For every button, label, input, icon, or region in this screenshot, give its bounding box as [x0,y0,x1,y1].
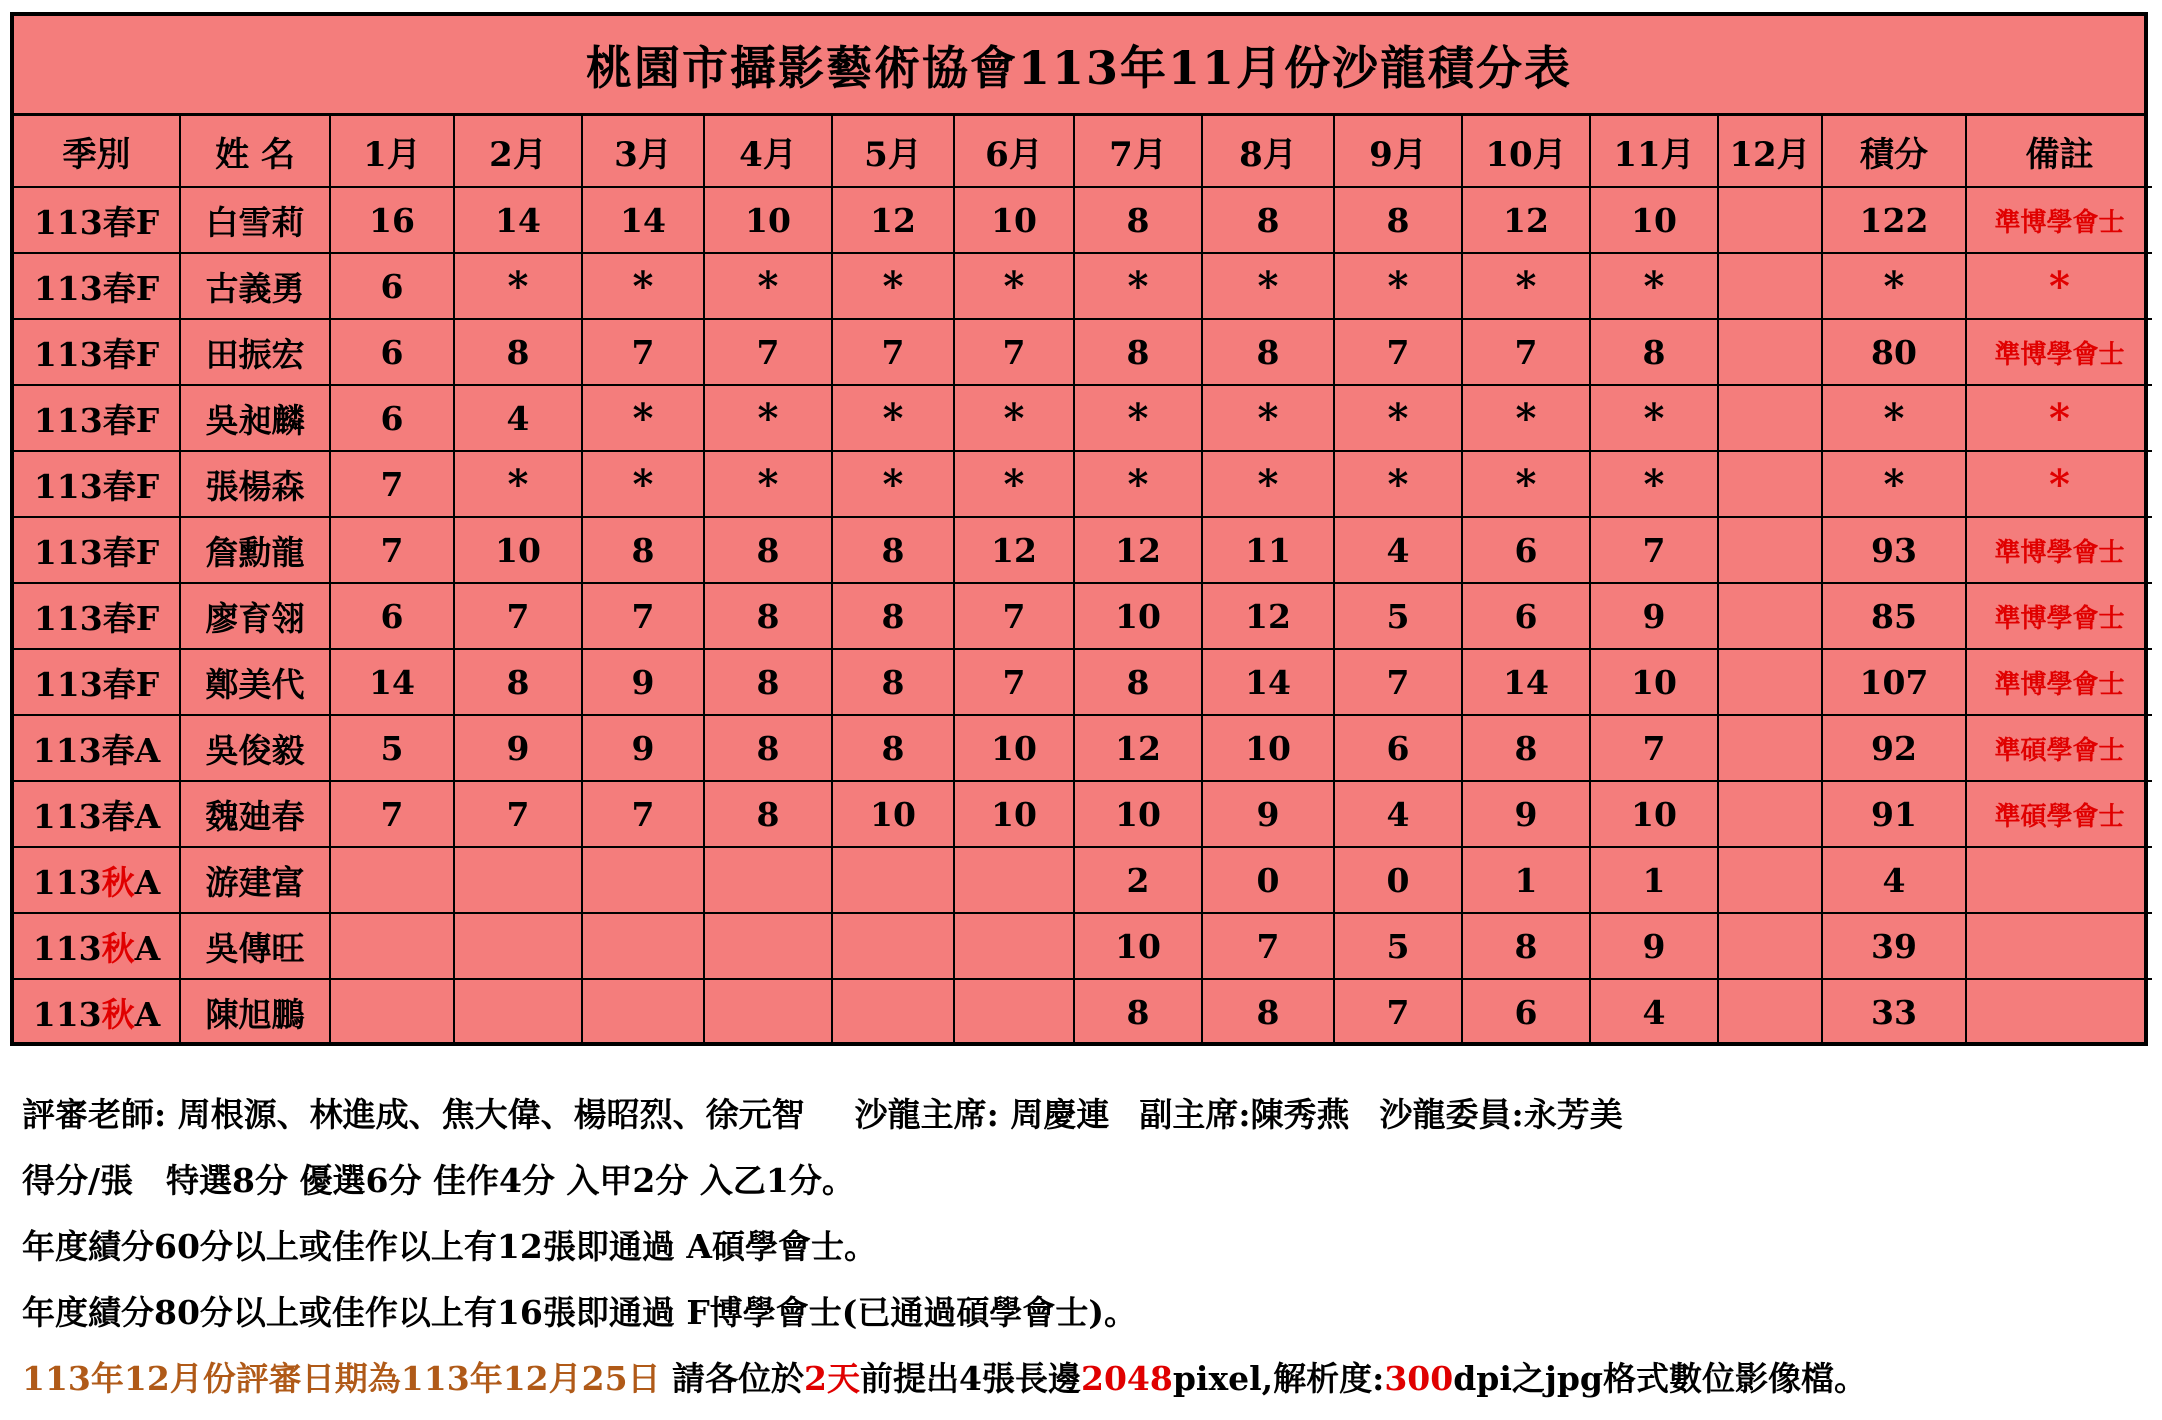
header-cell: 積分 [1822,116,1966,187]
table-row [14,781,2152,847]
note-cell: 準博學會士 [1966,187,2152,253]
month-score-cell [454,847,582,913]
season-year: 113 [33,466,103,506]
name-cell: 吳傳旺 [180,913,330,979]
month-score-cell: 9 [582,649,704,715]
month-score-cell: 11 [1202,517,1334,583]
month-score-cell: 5 [330,715,454,781]
month-score-cell: * [832,451,954,517]
season-year: 113 [33,400,103,440]
scoring-line: 得分/張 特選8分 優選6分 佳作4分 入甲2分 入乙1分。 [22,1161,855,1200]
month-score-cell: 14 [330,649,454,715]
header-cell: 12月 [1718,116,1822,187]
month-score-cell: 8 [1202,319,1334,385]
season-grade: F [135,466,160,506]
month-score-cell: * [1462,385,1590,451]
season-cell [14,583,180,649]
month-score-cell: * [582,451,704,517]
month-score-cell: 12 [1074,517,1202,583]
month-score-cell [1718,583,1822,649]
total-cell: 4 [1822,847,1966,913]
season-term: 秋 [101,994,135,1034]
total-cell: 122 [1822,187,1966,253]
rule-f-line: 年度績分80分以上或佳作以上有16張即通過 F博學會士(已通過碩學會士)。 [22,1293,1137,1332]
month-score-cell [832,913,954,979]
header-cell: 9月 [1334,116,1462,187]
season-cell [14,253,180,319]
month-score-cell: 4 [454,385,582,451]
month-score-cell: 8 [832,649,954,715]
chair-text: 沙龍主席: 周慶連 [854,1095,1110,1134]
month-score-cell: 10 [832,781,954,847]
note-cell [1966,913,2152,979]
month-score-cell: 0 [1202,847,1334,913]
month-score-cell: 7 [954,583,1074,649]
table-row [14,319,2152,385]
month-score-cell: 7 [582,319,704,385]
month-score-cell: 8 [1462,715,1590,781]
month-score-cell: * [1590,451,1718,517]
month-score-cell: 8 [1074,319,1202,385]
month-score-cell [1718,517,1822,583]
month-score-cell: 7 [1334,979,1462,1044]
month-score-cell: 8 [832,715,954,781]
season-year: 113 [33,532,103,572]
month-score-cell: * [1202,385,1334,451]
month-score-cell: 14 [454,187,582,253]
month-score-cell: 7 [1590,715,1718,781]
month-score-cell: * [1334,451,1462,517]
month-score-cell [954,847,1074,913]
table-row [14,385,2152,451]
month-score-cell: 8 [704,517,832,583]
header-cell: 11月 [1590,116,1718,187]
season-year: 113 [33,202,103,242]
header-row [14,116,2152,187]
month-score-cell: 7 [1462,319,1590,385]
month-score-cell: 12 [1202,583,1334,649]
season-cell [14,781,180,847]
month-score-cell [1718,913,1822,979]
month-score-cell: 8 [1462,913,1590,979]
month-score-cell: 5 [1334,913,1462,979]
season-year: 113 [32,994,102,1034]
deadline-dpi: 300 [1384,1359,1454,1398]
deadline-line [22,1346,2142,1412]
month-score-cell: * [954,253,1074,319]
month-score-cell: 0 [1334,847,1462,913]
month-score-cell [1718,253,1822,319]
month-score-cell: 10 [1590,649,1718,715]
month-score-cell: * [582,253,704,319]
month-score-cell: 6 [330,319,454,385]
month-score-cell: 8 [1202,187,1334,253]
month-score-cell: * [454,451,582,517]
name-cell: 吳昶麟 [180,385,330,451]
season-term: 秋 [101,862,135,902]
total-cell: 39 [1822,913,1966,979]
table-row [14,583,2152,649]
month-score-cell: 2 [1074,847,1202,913]
month-score-cell: * [1074,451,1202,517]
season-cell [14,649,180,715]
month-score-cell: 7 [582,781,704,847]
month-score-cell: 8 [704,715,832,781]
month-score-cell [1718,781,1822,847]
table-row [14,187,2152,253]
season-year: 113 [33,268,103,308]
header-cell: 1月 [330,116,454,187]
month-score-cell: 7 [704,319,832,385]
deadline-text-2: 前提出4張長邊 [860,1359,1081,1398]
month-score-cell: 8 [1590,319,1718,385]
month-score-cell: 8 [832,583,954,649]
month-score-cell: * [832,385,954,451]
note-cell: 準碩學會士 [1966,715,2152,781]
month-score-cell [704,913,832,979]
header-cell: 3月 [582,116,704,187]
note-cell: 準博學會士 [1966,583,2152,649]
month-score-cell: 7 [454,583,582,649]
month-score-cell: 8 [1202,979,1334,1044]
season-grade: F [135,400,160,440]
month-score-cell: * [1074,385,1202,451]
month-score-cell: 6 [330,385,454,451]
month-score-cell: 4 [1334,781,1462,847]
season-term: 秋 [101,928,135,968]
name-cell: 游建富 [180,847,330,913]
month-score-cell [582,979,704,1044]
deadline-days: 2天 [804,1359,861,1398]
note-cell: * [1966,385,2152,451]
month-score-cell: * [1462,253,1590,319]
month-score-cell: 10 [1590,781,1718,847]
month-score-cell: 1 [1590,847,1718,913]
header-cell: 季別 [14,116,180,187]
month-score-cell: * [832,253,954,319]
month-score-cell: 7 [330,781,454,847]
month-score-cell: 6 [1334,715,1462,781]
month-score-cell: * [1202,253,1334,319]
month-score-cell [1718,649,1822,715]
month-score-cell: 10 [1074,583,1202,649]
note-cell [1966,979,2152,1044]
judges-text: 評審老師: 周根源、林進成、焦大偉、楊昭烈、徐元智 [22,1095,805,1134]
name-cell: 吳俊毅 [180,715,330,781]
month-score-cell [1718,319,1822,385]
deadline-text-3: pixel,解析度: [1172,1359,1385,1398]
season-term: 春 [101,730,135,770]
name-cell: 張楊森 [180,451,330,517]
season-grade: A [134,994,161,1034]
season-cell [14,385,180,451]
table-row [14,451,2152,517]
committee-text: 沙龍委員:永芳美 [1379,1095,1623,1134]
month-score-cell: 10 [704,187,832,253]
name-cell: 鄭美代 [180,649,330,715]
total-cell: 92 [1822,715,1966,781]
month-score-cell: 4 [1334,517,1462,583]
month-score-cell: 7 [330,451,454,517]
season-grade: F [135,268,160,308]
rule-a-line: 年度績分60分以上或佳作以上有12張即通過 A碩學會士。 [22,1227,877,1266]
month-score-cell [330,979,454,1044]
month-score-cell [1718,979,1822,1044]
month-score-cell: 6 [1462,583,1590,649]
month-score-cell: 9 [582,715,704,781]
month-score-cell [582,847,704,913]
note-cell: 準博學會士 [1966,517,2152,583]
season-grade: F [135,202,160,242]
month-score-cell: 8 [454,649,582,715]
month-score-cell: * [582,385,704,451]
total-cell: 107 [1822,649,1966,715]
name-cell: 古義勇 [180,253,330,319]
season-year: 113 [32,796,102,836]
total-cell: 85 [1822,583,1966,649]
header-cell: 備註 [1966,116,2152,187]
month-score-cell: 8 [1074,979,1202,1044]
month-score-cell: 6 [330,583,454,649]
deadline-pixels: 2048 [1080,1359,1173,1398]
season-term: 春 [102,268,136,308]
month-score-cell: 9 [1590,913,1718,979]
header-cell: 10月 [1462,116,1590,187]
note-cell: * [1966,451,2152,517]
note-cell: 準博學會士 [1966,649,2152,715]
month-score-cell: 9 [1462,781,1590,847]
header-cell: 7月 [1074,116,1202,187]
month-score-cell [582,913,704,979]
name-cell: 白雪莉 [180,187,330,253]
month-score-cell [1718,385,1822,451]
total-cell: * [1822,253,1966,319]
table-body [14,187,2152,1044]
month-score-cell: 12 [1462,187,1590,253]
month-score-cell: * [704,451,832,517]
month-score-cell: 10 [1074,781,1202,847]
season-cell [14,319,180,385]
month-score-cell: 9 [1202,781,1334,847]
header-cell: 8月 [1202,116,1334,187]
table-row [14,253,2152,319]
month-score-cell: * [954,385,1074,451]
month-score-cell: * [1334,385,1462,451]
month-score-cell: * [704,253,832,319]
month-score-cell: 8 [1334,187,1462,253]
month-score-cell: 14 [1202,649,1334,715]
month-score-cell: 10 [1590,187,1718,253]
table-row [14,979,2152,1044]
season-term: 春 [102,598,136,638]
month-score-cell: * [1202,451,1334,517]
month-score-cell [832,847,954,913]
month-score-cell: 6 [1462,517,1590,583]
month-score-cell: 8 [454,319,582,385]
month-score-cell: 7 [582,583,704,649]
month-score-cell: * [1074,253,1202,319]
month-score-cell: 7 [454,781,582,847]
month-score-cell: 16 [330,187,454,253]
month-score-cell: * [1590,253,1718,319]
month-score-cell: 10 [954,781,1074,847]
deadline-text-4: dpi之jpg格式數位影像檔。 [1453,1359,1868,1398]
total-cell: 91 [1822,781,1966,847]
season-term: 春 [102,334,136,374]
month-score-cell: 8 [704,781,832,847]
name-cell: 魏廸春 [180,781,330,847]
season-cell [14,187,180,253]
table-row [14,517,2152,583]
month-score-cell: 7 [954,649,1074,715]
season-year: 113 [32,730,102,770]
staff-line [22,1082,2142,1148]
note-cell [1966,847,2152,913]
month-score-cell [832,979,954,1044]
month-score-cell: 7 [1334,319,1462,385]
month-score-cell [330,913,454,979]
month-score-cell [704,979,832,1044]
month-score-cell [954,979,1074,1044]
month-score-cell [454,979,582,1044]
season-grade: F [135,664,160,704]
season-term: 春 [102,202,136,242]
month-score-cell: 7 [832,319,954,385]
month-score-cell [454,913,582,979]
header-cell: 姓 名 [180,116,330,187]
season-term: 春 [102,664,136,704]
season-cell [14,715,180,781]
month-score-cell: 12 [832,187,954,253]
month-score-cell: 10 [954,187,1074,253]
total-cell: 93 [1822,517,1966,583]
name-cell: 詹勳龍 [180,517,330,583]
month-score-cell: 8 [832,517,954,583]
name-cell: 陳旭鵬 [180,979,330,1044]
month-score-cell: * [454,253,582,319]
season-year: 113 [33,664,103,704]
month-score-cell: 12 [1074,715,1202,781]
total-cell: * [1822,451,1966,517]
season-year: 113 [32,928,102,968]
total-cell: 80 [1822,319,1966,385]
month-score-cell: 10 [954,715,1074,781]
table-row [14,649,2152,715]
month-score-cell: 8 [1074,187,1202,253]
month-score-cell: 7 [1202,913,1334,979]
month-score-cell: 14 [582,187,704,253]
month-score-cell [1718,451,1822,517]
month-score-cell [954,913,1074,979]
score-sheet [10,12,2148,1046]
season-term: 春 [102,466,136,506]
month-score-cell: * [954,451,1074,517]
month-score-cell: * [1462,451,1590,517]
table-row [14,715,2152,781]
month-score-cell: 6 [1462,979,1590,1044]
vice-chair-text: 副主席:陳秀燕 [1139,1095,1350,1134]
month-score-cell [704,847,832,913]
season-term: 春 [101,796,135,836]
month-score-cell: 6 [330,253,454,319]
month-score-cell: 14 [1462,649,1590,715]
season-grade: A [134,862,161,902]
table-row [14,847,2152,913]
note-cell: 準博學會士 [1966,319,2152,385]
season-grade: F [135,532,160,572]
deadline-text-1: 請各位於 [660,1359,805,1398]
season-cell [14,913,180,979]
month-score-cell: 8 [582,517,704,583]
month-score-cell: 1 [1462,847,1590,913]
month-score-cell: 8 [704,649,832,715]
month-score-cell: 4 [1590,979,1718,1044]
season-grade: A [134,796,161,836]
month-score-cell [330,847,454,913]
month-score-cell: * [1334,253,1462,319]
table-row [14,913,2152,979]
month-score-cell: 7 [330,517,454,583]
sheet-title: 桃園市攝影藝術協會113年11月份沙龍積分表 [14,16,2144,116]
header-cell: 6月 [954,116,1074,187]
month-score-cell: 7 [1334,649,1462,715]
month-score-cell [1718,847,1822,913]
month-score-cell: 8 [1074,649,1202,715]
footer-notes [22,1082,2142,1412]
month-score-cell: 12 [954,517,1074,583]
season-term: 春 [102,532,136,572]
season-grade: A [134,730,161,770]
total-cell: 33 [1822,979,1966,1044]
score-table [14,116,2152,1044]
name-cell: 田振宏 [180,319,330,385]
month-score-cell: * [1590,385,1718,451]
month-score-cell: 7 [1590,517,1718,583]
season-cell [14,979,180,1044]
season-year: 113 [32,862,102,902]
note-cell: * [1966,253,2152,319]
month-score-cell: * [704,385,832,451]
month-score-cell: 10 [1074,913,1202,979]
month-score-cell: 8 [704,583,832,649]
season-grade: F [135,598,160,638]
season-term: 春 [102,400,136,440]
name-cell: 廖育翎 [180,583,330,649]
month-score-cell: 9 [454,715,582,781]
note-cell: 準碩學會士 [1966,781,2152,847]
season-cell [14,451,180,517]
month-score-cell: 10 [454,517,582,583]
total-cell: * [1822,385,1966,451]
month-score-cell [1718,187,1822,253]
header-cell: 5月 [832,116,954,187]
season-year: 113 [33,334,103,374]
season-year: 113 [33,598,103,638]
month-score-cell: 10 [1202,715,1334,781]
month-score-cell [1718,715,1822,781]
season-grade: A [134,928,161,968]
month-score-cell: 5 [1334,583,1462,649]
header-cell: 2月 [454,116,582,187]
deadline-date: 113年12月份評審日期為113年12月25日 [22,1359,661,1398]
season-grade: F [135,334,160,374]
header-cell: 4月 [704,116,832,187]
season-cell [14,517,180,583]
month-score-cell: 9 [1590,583,1718,649]
season-cell [14,847,180,913]
month-score-cell: 7 [954,319,1074,385]
